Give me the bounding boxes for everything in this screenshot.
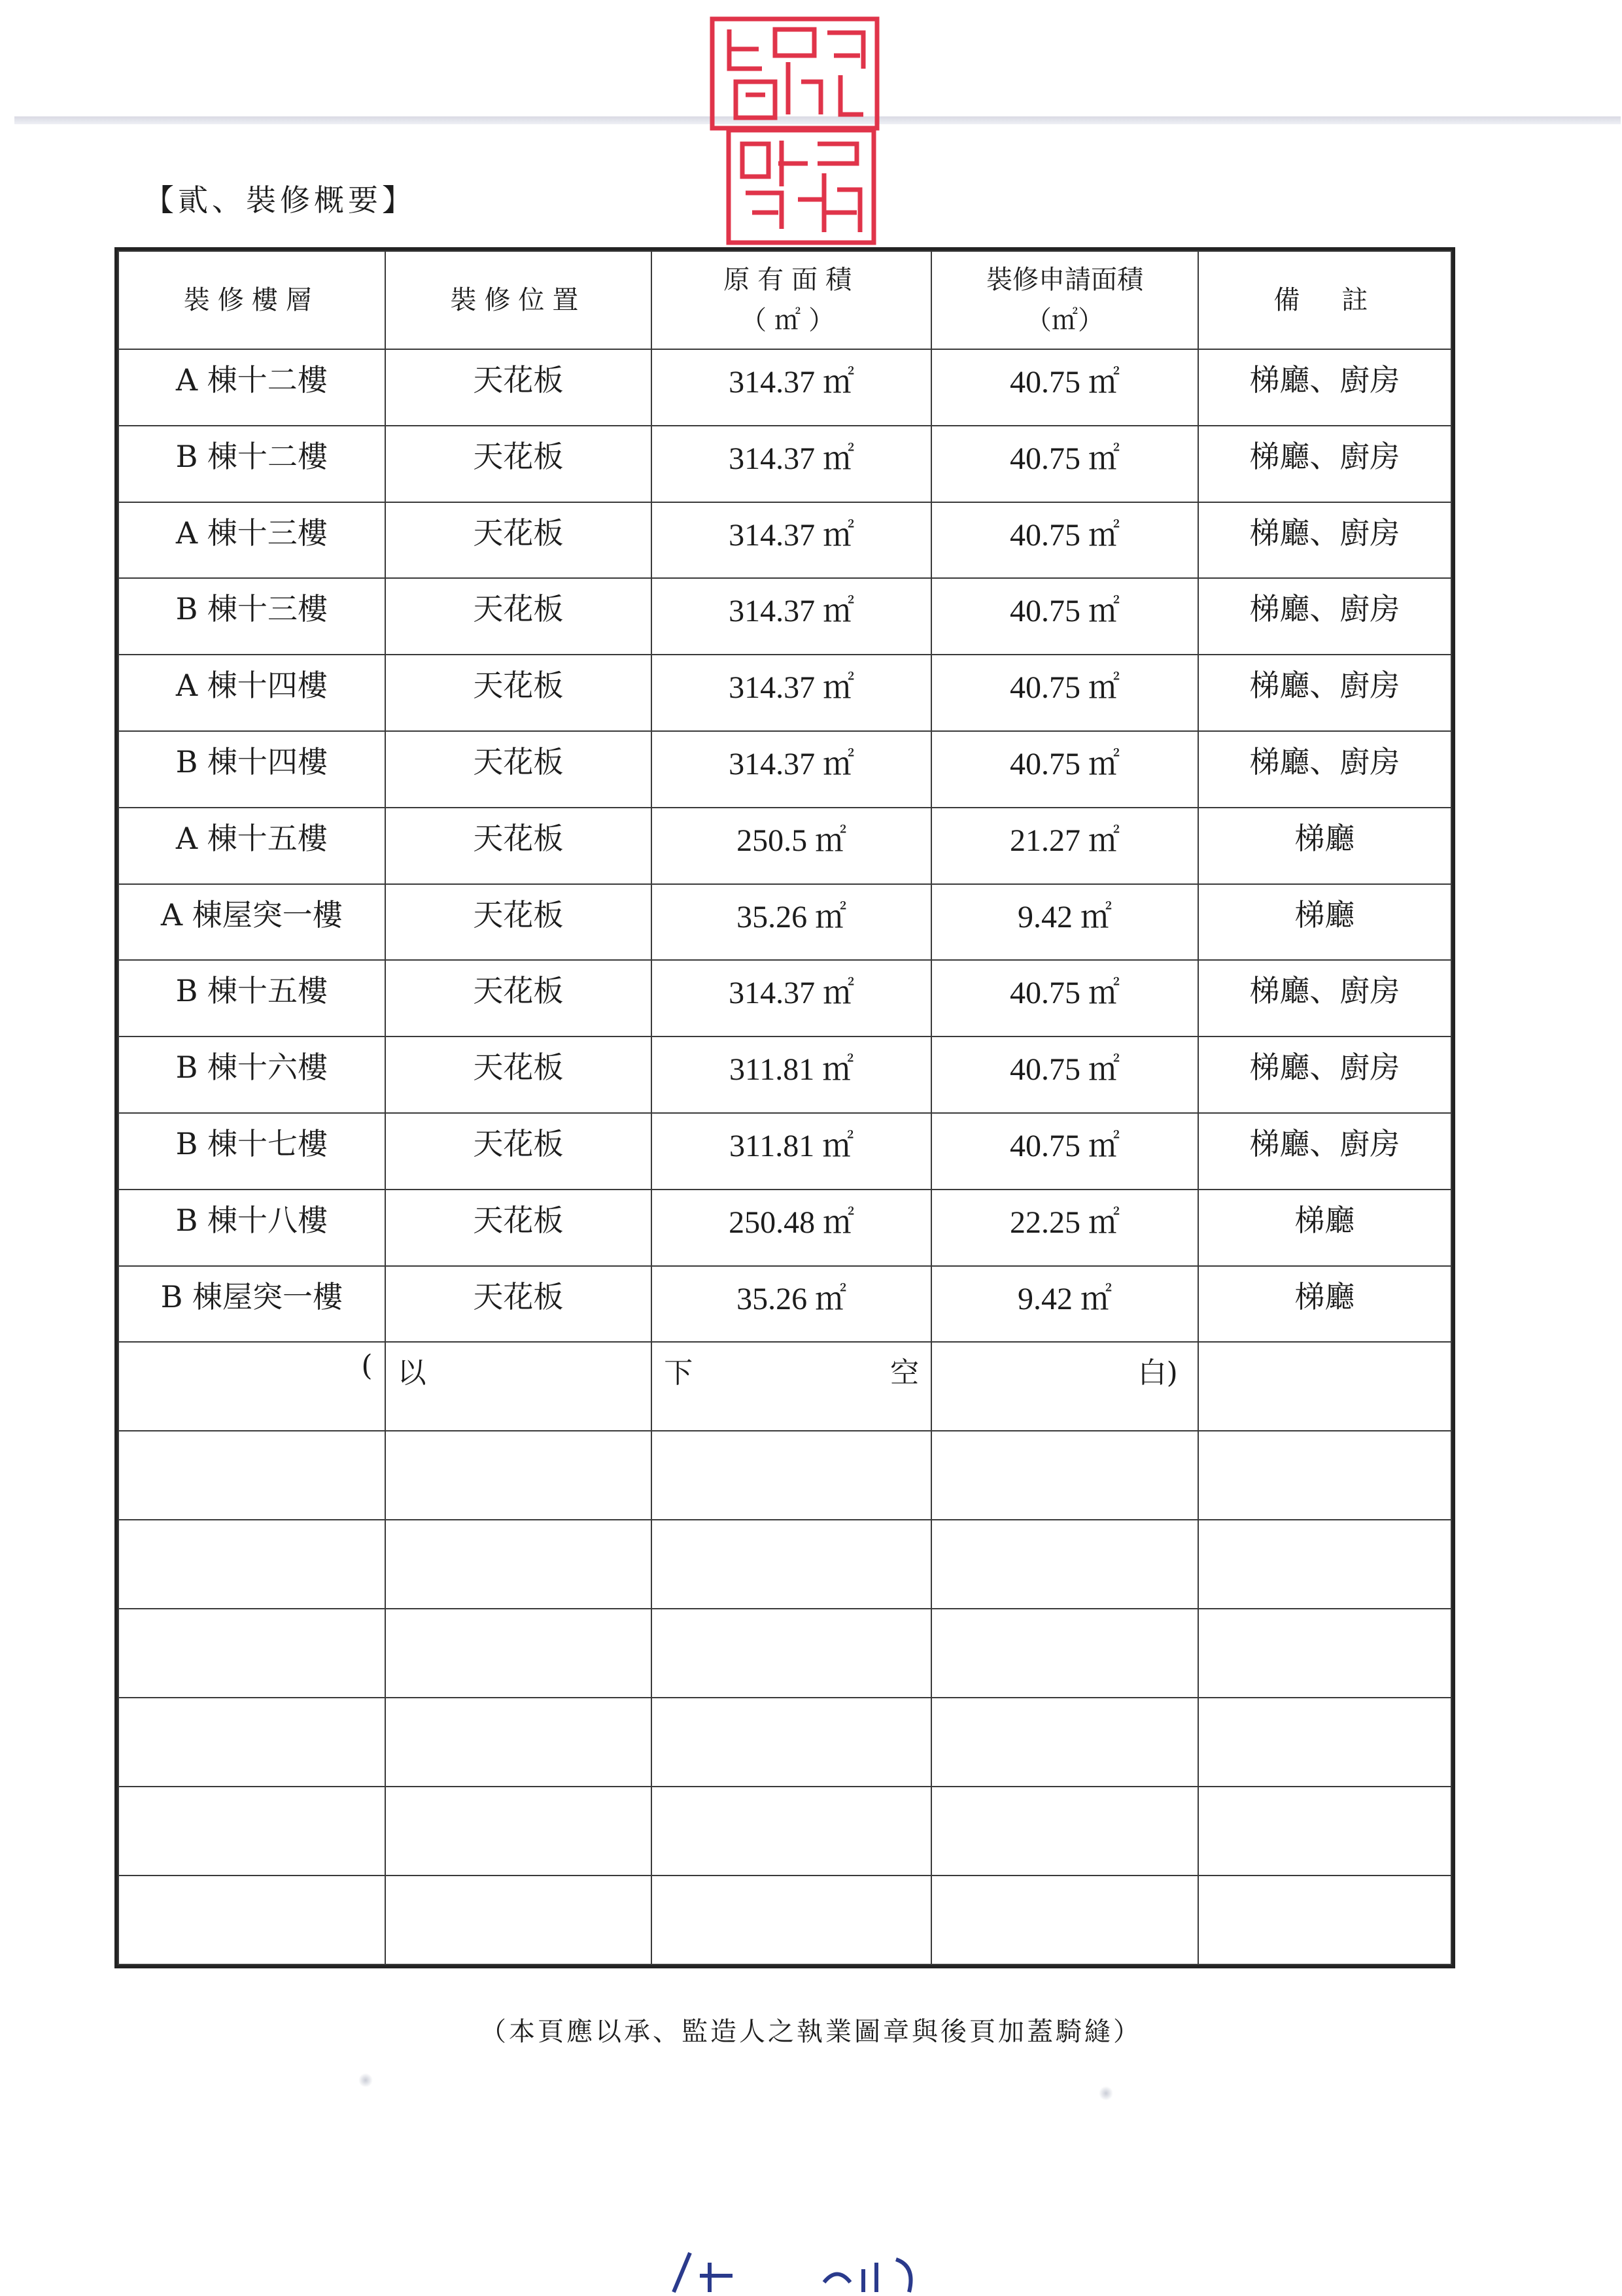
empty-cell: [385, 1876, 652, 1964]
cell-position: 天花板: [385, 1113, 652, 1190]
end-marker-cell-3: [651, 1342, 931, 1431]
empty-cell: [118, 1698, 385, 1787]
table-row: [118, 349, 1451, 426]
red-seal-stamp-bottom: [726, 128, 876, 245]
header-position: 裝修位置: [385, 251, 652, 349]
cell-position: 天花板: [385, 502, 652, 579]
empty-cell: [1198, 1876, 1451, 1964]
table-row: [118, 655, 1451, 731]
cell-floor: B 棟十八樓: [118, 1190, 385, 1266]
empty-cell: [385, 1609, 652, 1698]
empty-row: [118, 1520, 1451, 1609]
table-row: [118, 731, 1451, 808]
cell-applied-area: 40.75 ㎡: [931, 960, 1198, 1037]
header-applied-area-unit: （㎡）: [1025, 305, 1104, 335]
cell-floor: B 棟十四樓: [118, 731, 385, 808]
cell-remarks: 梯廳、廚房: [1198, 960, 1451, 1037]
header-floor: 裝修樓層: [118, 251, 385, 349]
cell-original-area: 314.37 ㎡: [651, 349, 931, 426]
cell-floor: A 棟十二樓: [118, 349, 385, 426]
table-row: [118, 808, 1451, 884]
cell-applied-area: 40.75 ㎡: [931, 655, 1198, 731]
empty-cell: [651, 1698, 931, 1787]
cell-position: 天花板: [385, 426, 652, 502]
cell-applied-area: 40.75 ㎡: [931, 1037, 1198, 1113]
end-marker-empty: [1198, 1342, 1451, 1431]
cell-floor: B 棟十六樓: [118, 1037, 385, 1113]
empty-cell: [385, 1698, 652, 1787]
cell-original-area: 314.37 ㎡: [651, 731, 931, 808]
cell-applied-area: 40.75 ㎡: [931, 578, 1198, 655]
empty-cell: [931, 1787, 1198, 1876]
empty-cell: [651, 1787, 931, 1876]
empty-row: [118, 1876, 1451, 1964]
cell-original-area: 35.26 ㎡: [651, 884, 931, 961]
cell-position: 天花板: [385, 884, 652, 961]
blue-stamp-fragment: [661, 2250, 975, 2296]
cell-applied-area: 22.25 ㎡: [931, 1190, 1198, 1266]
empty-cell: [931, 1876, 1198, 1964]
cell-position: 天花板: [385, 655, 652, 731]
empty-cell: [385, 1431, 652, 1520]
empty-cell: [1198, 1609, 1451, 1698]
table-row: [118, 578, 1451, 655]
header-applied-area-label: 裝修申請面積: [986, 265, 1143, 295]
cell-applied-area: 40.75 ㎡: [931, 349, 1198, 426]
empty-cell: [931, 1520, 1198, 1609]
cell-floor: A 棟十五樓: [118, 808, 385, 884]
empty-cell: [118, 1520, 385, 1609]
cell-original-area: 314.37 ㎡: [651, 426, 931, 502]
cell-original-area: 250.5 ㎡: [651, 808, 931, 884]
cell-original-area: 314.37 ㎡: [651, 502, 931, 579]
empty-cell: [1198, 1520, 1451, 1609]
table-row: [118, 426, 1451, 502]
table-row: [118, 1037, 1451, 1113]
end-marker-row: [118, 1342, 1451, 1431]
cell-remarks: 梯廳: [1198, 884, 1451, 961]
table-row: [118, 1113, 1451, 1190]
empty-row: [118, 1431, 1451, 1520]
cell-original-area: 314.37 ㎡: [651, 655, 931, 731]
end-marker-open: (: [118, 1342, 385, 1431]
scan-speck: [1099, 2086, 1113, 2100]
cell-floor: A 棟十三樓: [118, 502, 385, 579]
table-row: [118, 1190, 1451, 1266]
cell-position: 天花板: [385, 808, 652, 884]
table-row: [118, 1266, 1451, 1343]
section-title: 【貳、裝修概要】: [144, 182, 416, 218]
cell-original-area: 35.26 ㎡: [651, 1266, 931, 1343]
empty-cell: [651, 1520, 931, 1609]
cell-position: 天花板: [385, 731, 652, 808]
cell-applied-area: 40.75 ㎡: [931, 426, 1198, 502]
footnote: （本頁應以承、監造人之執業圖章與後頁加蓋騎縫）: [480, 2017, 1142, 2047]
cell-remarks: 梯廳: [1198, 1190, 1451, 1266]
cell-remarks: 梯廳、廚房: [1198, 349, 1451, 426]
cell-position: 天花板: [385, 578, 652, 655]
table-header-row: [118, 251, 1451, 349]
cell-floor: A 棟屋突一樓: [118, 884, 385, 961]
empty-cell: [118, 1787, 385, 1876]
cell-remarks: 梯廳、廚房: [1198, 1037, 1451, 1113]
empty-cell: [385, 1787, 652, 1876]
cell-floor: B 棟十七樓: [118, 1113, 385, 1190]
scan-speck: [358, 2073, 373, 2087]
end-marker-close: 白): [931, 1342, 1198, 1431]
empty-cell: [931, 1698, 1198, 1787]
cell-applied-area: 21.27 ㎡: [931, 808, 1198, 884]
end-marker-kong: 空: [890, 1356, 920, 1390]
cell-remarks: 梯廳、廚房: [1198, 731, 1451, 808]
end-marker-yi: 以: [385, 1342, 652, 1431]
empty-cell: [931, 1431, 1198, 1520]
empty-cell: [651, 1431, 931, 1520]
cell-position: 天花板: [385, 1190, 652, 1266]
table-body: [118, 349, 1451, 1964]
empty-cell: [1198, 1431, 1451, 1520]
end-marker-pair: [652, 1349, 931, 1391]
cell-floor: B 棟十三樓: [118, 578, 385, 655]
cell-original-area: 314.37 ㎡: [651, 960, 931, 1037]
empty-cell: [385, 1520, 652, 1609]
empty-cell: [118, 1431, 385, 1520]
cell-remarks: 梯廳、廚房: [1198, 502, 1451, 579]
empty-row: [118, 1698, 1451, 1787]
header-original-area-label: 原有面積: [723, 265, 860, 295]
cell-remarks: 梯廳、廚房: [1198, 578, 1451, 655]
cell-floor: A 棟十四樓: [118, 655, 385, 731]
cell-applied-area: 40.75 ㎡: [931, 1113, 1198, 1190]
empty-row: [118, 1609, 1451, 1698]
cell-original-area: 311.81 ㎡: [651, 1113, 931, 1190]
empty-cell: [118, 1876, 385, 1964]
cell-floor: B 棟十二樓: [118, 426, 385, 502]
cell-remarks: 梯廳: [1198, 808, 1451, 884]
cell-applied-area: 9.42 ㎡: [931, 1266, 1198, 1343]
cell-remarks: 梯廳: [1198, 1266, 1451, 1343]
cell-position: 天花板: [385, 1037, 652, 1113]
cell-original-area: 311.81 ㎡: [651, 1037, 931, 1113]
cell-position: 天花板: [385, 960, 652, 1037]
header-original-area-unit: （㎡）: [740, 305, 843, 335]
cell-applied-area: 40.75 ㎡: [931, 731, 1198, 808]
table-row: [118, 884, 1451, 961]
empty-row: [118, 1787, 1451, 1876]
cell-remarks: 梯廳、廚房: [1198, 1113, 1451, 1190]
empty-cell: [1198, 1787, 1451, 1876]
cell-original-area: 250.48 ㎡: [651, 1190, 931, 1266]
cell-applied-area: 9.42 ㎡: [931, 884, 1198, 961]
cell-position: 天花板: [385, 349, 652, 426]
cell-remarks: 梯廳、廚房: [1198, 655, 1451, 731]
end-marker-xia: 下: [664, 1356, 693, 1390]
cell-position: 天花板: [385, 1266, 652, 1343]
table-row: [118, 960, 1451, 1037]
empty-cell: [931, 1609, 1198, 1698]
header-original-area: [651, 251, 931, 349]
empty-cell: [1198, 1698, 1451, 1787]
cell-floor: B 棟屋突一樓: [118, 1266, 385, 1343]
empty-cell: [118, 1609, 385, 1698]
renovation-summary-table: [114, 247, 1455, 1968]
red-seal-stamp-top: [710, 16, 880, 131]
header-remarks: 備 註: [1198, 251, 1451, 349]
table-row: [118, 502, 1451, 579]
empty-cell: [651, 1876, 931, 1964]
cell-floor: B 棟十五樓: [118, 960, 385, 1037]
cell-remarks: 梯廳、廚房: [1198, 426, 1451, 502]
empty-cell: [651, 1609, 931, 1698]
cell-original-area: 314.37 ㎡: [651, 578, 931, 655]
cell-applied-area: 40.75 ㎡: [931, 502, 1198, 579]
header-applied-area: [931, 251, 1198, 349]
